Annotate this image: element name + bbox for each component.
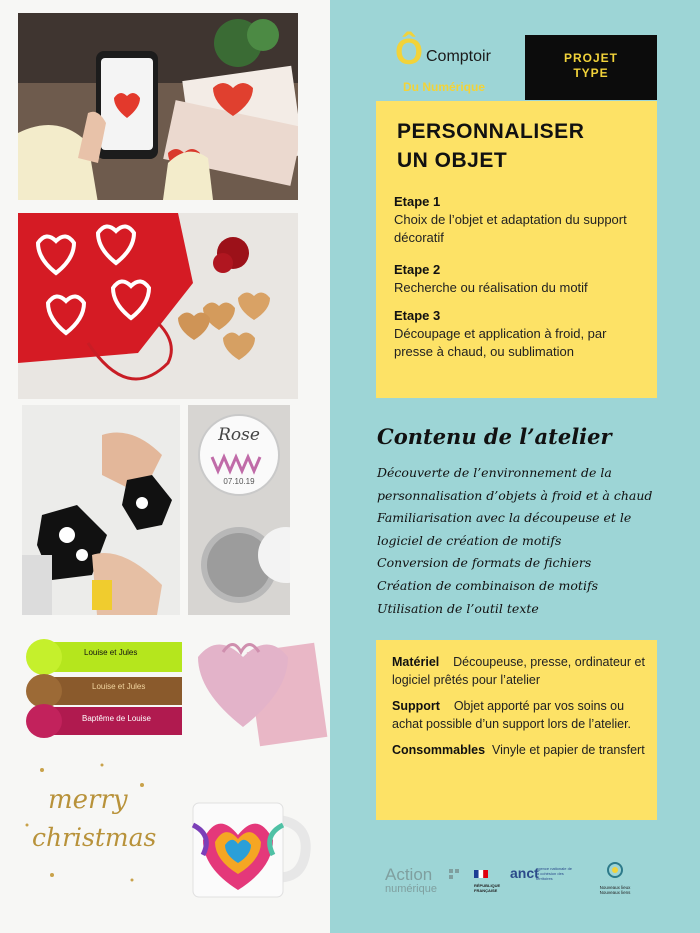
anct-logo: [510, 866, 580, 880]
logo-comptoir: Comptoir: [426, 48, 491, 65]
contenu-line: logiciel de création de motifs: [377, 532, 562, 548]
materiel-text: Découpeuse, presse, ordinateur et logiciel prêtés pour l’atelier: [392, 655, 645, 687]
photo-phone-heart: [18, 13, 298, 200]
photo-mug: [188, 795, 318, 900]
step-text: Découpage et application à froid, par presse à chaud, ou sublimation: [394, 326, 607, 359]
step-text: Choix de l’objet et adaptation du support décoratif: [394, 212, 627, 245]
contenu-title: Contenu de l’atelier: [377, 424, 612, 449]
ribbon3-label: Baptême de Louise: [82, 714, 151, 723]
ribbon1-label: Louise et Jules: [84, 648, 138, 657]
photo-stickers-hands: [22, 405, 180, 615]
consommables-label: Consommables: [392, 743, 486, 757]
badge-name: Rose: [218, 425, 260, 445]
nouveaux-lieux-logo: [590, 862, 640, 895]
materiel-label: Matériel: [392, 655, 440, 669]
nln-line2: Nouveaux liens: [599, 890, 631, 895]
materiel-para: [392, 654, 646, 689]
support-para: [392, 698, 646, 733]
tag-line1: PROJET: [563, 51, 618, 65]
step-heading: Etape 3: [394, 308, 441, 323]
consommables-text: Vinyle et papier de transfert: [492, 743, 645, 757]
support-text: Objet apporté par vos soins ou achat possible d’un support lors de l’atelier.: [392, 699, 632, 731]
contenu-line: Création de combinaison de motifs: [377, 577, 598, 593]
contenu-line: Familiarisation avec la découpeuse et le: [377, 510, 632, 526]
step-text: Recherche ou réalisation du motif: [394, 280, 588, 295]
photo-heart-bag: [18, 213, 298, 399]
location-pin-icon: [606, 862, 624, 880]
project-type-tag: [525, 35, 657, 100]
title-line1: PERSONNALISER: [397, 120, 585, 143]
step-heading: Etape 2: [394, 262, 441, 277]
project-title: [397, 117, 647, 175]
photo-ribbons: [22, 622, 182, 742]
card-text-merry: merry: [48, 785, 128, 815]
action-numerique-logo: [385, 866, 465, 895]
step-heading: Etape 1: [394, 194, 441, 209]
contenu-line: Conversion de formats de fichiers: [377, 555, 592, 571]
action-text: Action: [385, 865, 433, 884]
contenu-line: personnalisation d’objets à froid et à chaud: [377, 487, 653, 503]
step-1: [394, 193, 644, 247]
step-2: [394, 261, 644, 297]
logo-o: Ô: [395, 31, 424, 72]
republique-francaise-logo: [474, 865, 504, 893]
anct-text: agence nationale de la cohésion des territoires: [536, 866, 573, 881]
photo-badges: [188, 405, 290, 615]
tag-line2: TYPE: [573, 66, 609, 80]
contenu-line: Utilisation de l’outil texte: [377, 600, 539, 616]
materiel-content: [392, 654, 646, 769]
ribbon2-label: Louise et Jules: [92, 682, 146, 691]
logo-subtitle: Du Numérique: [403, 80, 486, 94]
french-flag-icon: [474, 870, 488, 878]
comptoir-logo: [395, 31, 515, 96]
badge-date: 07.10.19: [223, 477, 255, 486]
card-text-christmas: christmas: [32, 823, 157, 852]
support-label: Support: [392, 699, 440, 713]
contenu-line: Découverte de l’environnement de la: [377, 465, 612, 480]
numerique-text: numérique: [385, 883, 437, 895]
anct-mark: anct: [510, 865, 539, 881]
action-grid-icon: [449, 866, 459, 876]
nln-line1: Nouveaux lieux: [599, 885, 631, 890]
step-3: [394, 307, 644, 361]
contenu-list: [377, 462, 677, 620]
photo-heart-card: [188, 622, 328, 747]
consommables-para: [392, 742, 646, 760]
photo-christmas-card: [22, 755, 162, 895]
rf-line1: RÉPUBLIQUE: [474, 883, 501, 888]
title-line2: UN OBJET: [397, 149, 508, 172]
rf-line2: FRANÇAISE: [474, 888, 498, 893]
